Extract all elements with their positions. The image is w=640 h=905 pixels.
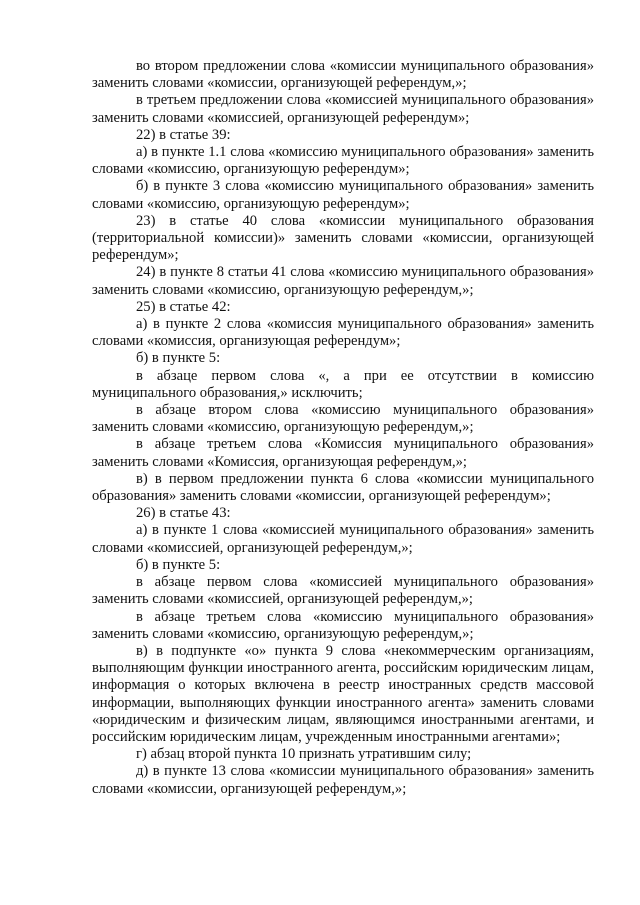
paragraph-15: 26) в статье 43: — [136, 505, 231, 522]
document-body — [92, 58, 594, 798]
paragraph-18: в абзаце первом слова «комиссией муниципального образования» заменить словами «комиссией, организующей референдум,»; — [92, 574, 594, 608]
paragraph-1: во втором предложении слова «комиссии муниципального образования» заменить словами «комиссии, организующей референдум,»; — [92, 58, 594, 92]
paragraph-3: 22) в статье 39: — [136, 126, 231, 143]
paragraph-14: в) в первом предложении пункта 6 слова «комиссии муниципального образования» заменить словами «комиссии, организующей референдум»; — [92, 470, 594, 505]
paragraph-17: б) в пункте 5: — [136, 556, 221, 573]
paragraph-13: в абзаце третьем слова «Комиссия муниципального образования» заменить словами «Комиссия, организующая референдум,»; — [92, 436, 594, 470]
paragraph-16: а) в пункте 1 слова «комиссией муниципального образования» заменить словами «комиссией, организующей референдум,»; — [92, 522, 594, 556]
paragraph-8: 25) в статье 42: — [136, 298, 231, 315]
paragraph-7: 24) в пункте 8 статьи 41 слова «комиссию муниципального образования» заменить словами «комиссию, организующую референдум,»; — [92, 264, 594, 298]
paragraph-11: в абзаце первом слова «, а при ее отсутствии в комиссию муниципального образования,» исключить; — [92, 367, 594, 401]
paragraph-9: а) в пункте 2 слова «комиссия муниципального образования» заменить словами «комиссия, организующая референдум»; — [92, 316, 594, 350]
paragraph-22: д) в пункте 13 слова «комиссии муниципального образования» заменить словами «комиссии, организующей референдум,»; — [92, 763, 594, 797]
paragraph-19: в абзаце третьем слова «комиссию муниципального образования» заменить словами «комиссию, организующую референдум,»; — [92, 608, 594, 642]
paragraph-4: а) в пункте 1.1 слова «комиссию муниципального образования» заменить словами «комиссию, организующую референдум»; — [92, 144, 594, 178]
paragraph-10: б) в пункте 5: — [136, 350, 221, 367]
paragraph-5: б) в пункте 3 слова «комиссию муниципального образования» заменить словами «комиссию, организующую референдум»; — [92, 178, 594, 212]
paragraph-21: г) абзац второй пункта 10 признать утратившим силу; — [136, 746, 472, 763]
paragraph-12: в абзаце втором слова «комиссию муниципального образования» заменить словами «комиссию, организующую референдум,»; — [92, 402, 594, 436]
paragraph-6: 23) в статье 40 слова «комиссии муниципального образования (территориальной комиссии)» заменить словами «комиссии, организующей референдум»; — [92, 212, 594, 264]
paragraph-2: в третьем предложении слова «комиссией муниципального образования» заменить словами «комиссией, организующей референдум»; — [92, 92, 594, 126]
paragraph-20: в) в подпункте «о» пункта 9 слова «некоммерческим организациям, выполняющим функции иностранного агента, российским юридическим лицам, информация о которых включена в реестр иностранных средств массовой информации, выполняющих функции иностранного агента» заменить словами «юридическим и физическим лицам, являющимся иностранными агентами, и российским юридическим лицам, учрежденным иностранными агентами»; — [92, 642, 594, 745]
